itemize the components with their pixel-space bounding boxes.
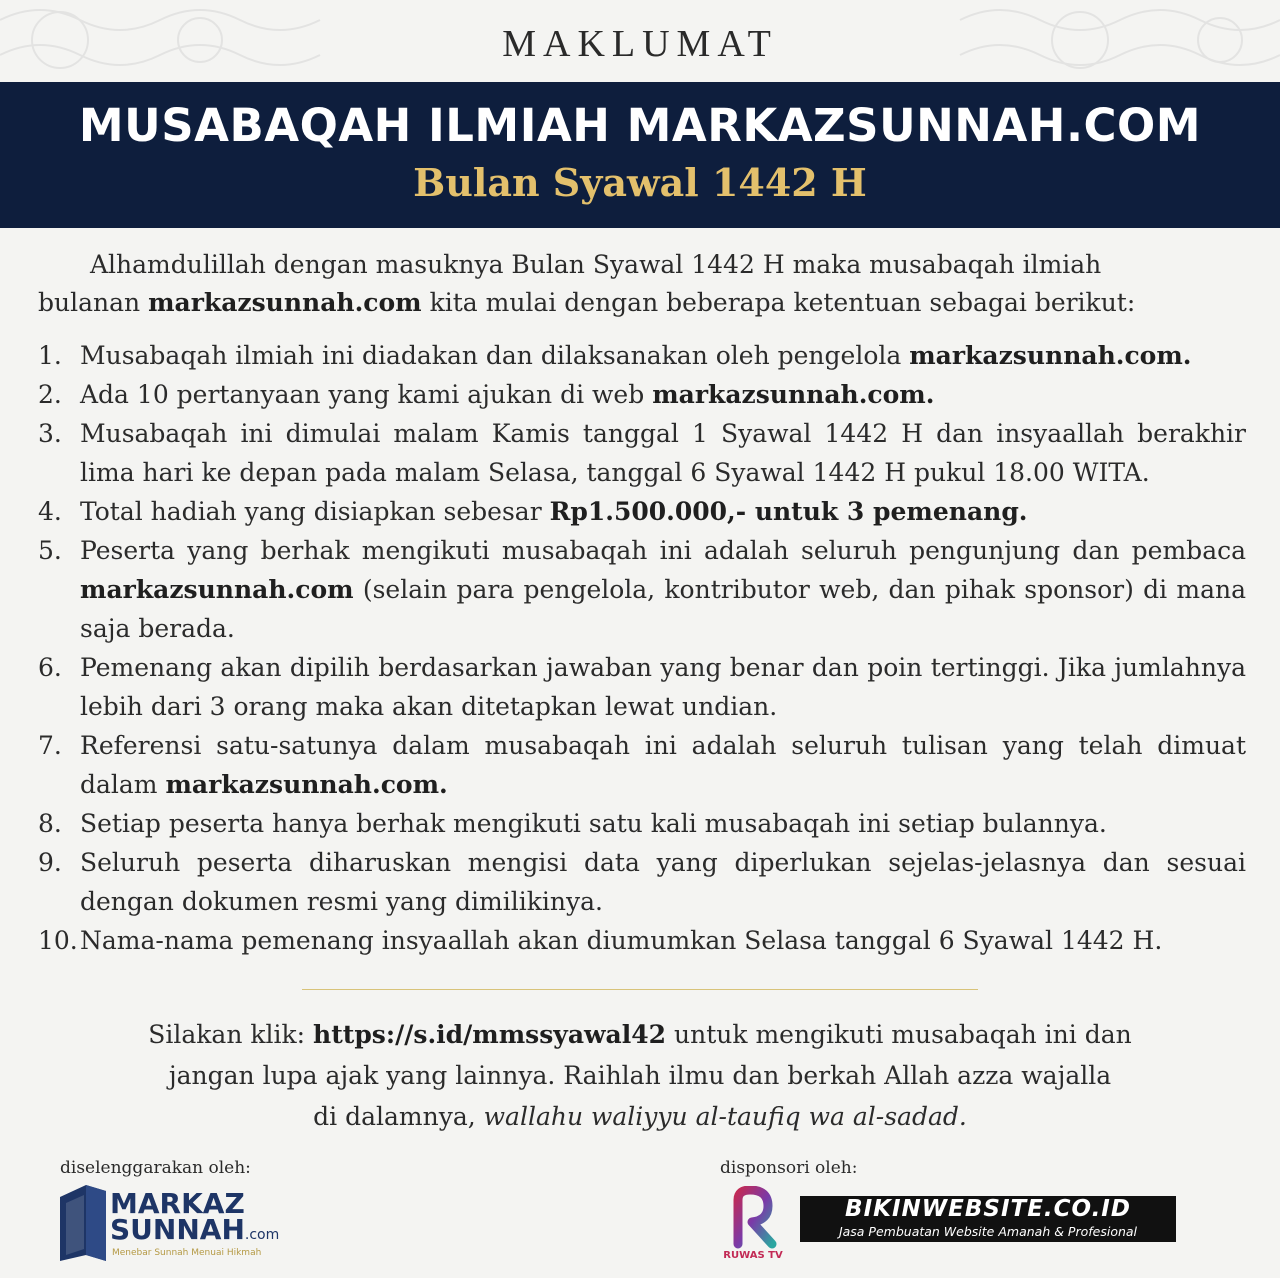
intro-paragraph bbox=[38, 246, 1248, 322]
rule-text: Musabaqah ini dimulai malam Kamis tanggal 1 Syawal 1442 H dan insyaallah berakhir lima hari ke depan pada malam Selasa, tanggal 6 Syawal 1442 H pukul 18.00 WITA. bbox=[80, 419, 1246, 487]
rule-text: Seluruh peserta diharuskan mengisi data yang diperlukan sejelas-jelasnya dan sesuai dengan dokumen resmi yang dimilikinya. bbox=[80, 848, 1246, 916]
rule-number: 2. bbox=[38, 380, 62, 409]
intro-line-2-end: kita mulai dengan beberapa ketentuan sebagai berikut: bbox=[421, 288, 1136, 317]
closing-prayer: wallahu waliyyu al-taufiq wa al-sadad. bbox=[483, 1102, 967, 1131]
rule-number: 9. bbox=[38, 848, 62, 877]
cta-pre: Silakan klik: bbox=[148, 1020, 314, 1049]
rule-item bbox=[38, 648, 1246, 726]
rule-number: 6. bbox=[38, 653, 62, 682]
rule-item bbox=[38, 531, 1246, 648]
rule-number: 7. bbox=[38, 731, 62, 760]
cta-line-1 bbox=[0, 1014, 1280, 1055]
intro-line-1: Alhamdulillah dengan masuknya Bulan Syawal 1442 H maka musabaqah ilmiah bbox=[90, 250, 1102, 279]
cta-line-3-pre: di dalamnya, bbox=[313, 1102, 484, 1131]
rule-item bbox=[38, 843, 1246, 921]
rule-bold-text: markazsunnah.com. bbox=[652, 380, 935, 409]
rule-item bbox=[38, 336, 1246, 375]
rule-text-end: (selain para pengelola, kontributor web, dan pihak sponsor) di mana saja berada. bbox=[80, 575, 1246, 643]
page-subtitle: Bulan Syawal 1442 H bbox=[413, 160, 867, 205]
rule-number: 5. bbox=[38, 536, 62, 565]
organizer-label: diselenggarakan oleh: bbox=[60, 1158, 251, 1178]
rule-bold-text: markazsunnah.com. bbox=[909, 341, 1192, 370]
rule-item bbox=[38, 804, 1246, 843]
cta-post: untuk mengikuti musabaqah ini dan bbox=[666, 1020, 1132, 1049]
markaz-tagline: Menebar Sunnah Menuai Hikmah bbox=[112, 1248, 262, 1258]
cta-line-3 bbox=[0, 1096, 1280, 1137]
rule-text: Referensi satu-satunya dalam musabaqah ini adalah seluruh tulisan yang telah dimuat dalam bbox=[80, 731, 1246, 799]
ruwas-tv-label: RUWAS TV bbox=[723, 1250, 783, 1261]
rule-number: 1. bbox=[38, 341, 62, 370]
bikinwebsite-title: BIKINWEBSITE.CO.ID bbox=[845, 1196, 1131, 1222]
rule-bold-text: Rp1.500.000,- untuk 3 pemenang. bbox=[549, 497, 1028, 526]
intro-line-2-start: bulanan bbox=[38, 288, 149, 317]
call-to-action bbox=[0, 1014, 1280, 1137]
intro-line-2 bbox=[38, 284, 1248, 322]
rule-item bbox=[38, 492, 1246, 531]
intro-site-name: markazsunnah.com bbox=[148, 288, 422, 317]
page-title: MUSABAQAH ILMIAH MARKAZSUNNAH.COM bbox=[78, 99, 1202, 152]
rule-bold-text: markazsunnah.com. bbox=[165, 770, 448, 799]
rule-item bbox=[38, 414, 1246, 492]
rule-item bbox=[38, 375, 1246, 414]
rules-list bbox=[38, 336, 1246, 960]
rule-text: Nama-nama pemenang insyaallah akan diumumkan Selasa tanggal 6 Syawal 1442 H. bbox=[80, 926, 1163, 955]
markaz-logo-line-1: MARKAZ bbox=[110, 1187, 245, 1220]
rule-text: Setiap peserta hanya berhak mengikuti satu kali musabaqah ini setiap bulannya. bbox=[80, 809, 1107, 838]
bikinwebsite-tagline: Jasa Pembuatan Website Amanah & Profesional bbox=[838, 1224, 1138, 1239]
rule-number: 10. bbox=[38, 926, 78, 955]
cta-line-2: jangan lupa ajak yang lainnya. Raihlah ilmu dan berkah Allah azza wajalla bbox=[168, 1061, 1112, 1090]
markaz-logo-line-2 bbox=[110, 1213, 280, 1249]
rule-item bbox=[38, 726, 1246, 804]
rule-text: Peserta yang berhak mengikuti musabaqah ini adalah seluruh pengunjung dan pembaca bbox=[80, 536, 1246, 565]
registration-link[interactable]: https://s.id/mmssyawal42 bbox=[313, 1020, 667, 1049]
rule-text: Ada 10 pertanyaan yang kami ajukan di web bbox=[80, 380, 653, 409]
rule-bold-text: markazsunnah.com bbox=[80, 575, 354, 604]
rule-number: 8. bbox=[38, 809, 62, 838]
rule-number: 3. bbox=[38, 419, 62, 448]
rule-text: Musabaqah ilmiah ini diadakan dan dilaksanakan oleh pengelola bbox=[80, 341, 910, 370]
sponsor-label: disponsori oleh: bbox=[720, 1158, 858, 1178]
notice-kicker: MAKLUMAT bbox=[502, 23, 778, 65]
rule-number: 4. bbox=[38, 497, 62, 526]
rule-text: Pemenang akan dipilih berdasarkan jawaban yang benar dan poin tertinggi. Jika jumlahnya lebih dari 3 orang maka akan ditetapkan lewat undian. bbox=[80, 653, 1246, 721]
rule-text: Total hadiah yang disiapkan sebesar bbox=[80, 497, 550, 526]
rule-item bbox=[38, 921, 1246, 960]
section-divider bbox=[302, 989, 978, 990]
markaz-logo-word: SUNNAH bbox=[110, 1213, 245, 1246]
markaz-logo-com: .com bbox=[244, 1227, 280, 1243]
